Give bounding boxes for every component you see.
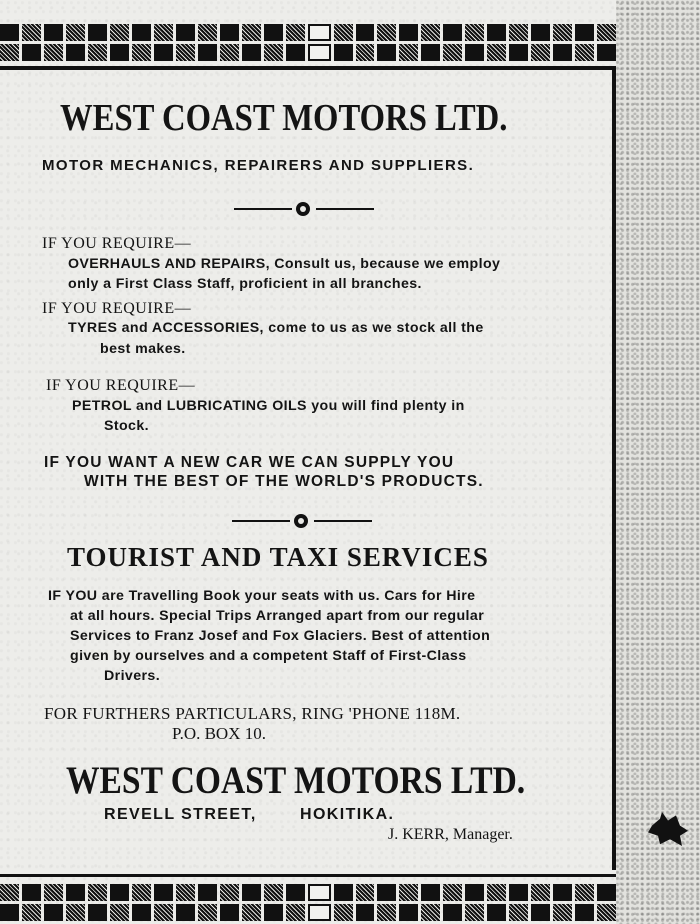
tourist-line-1: IF YOU are Travelling Book your seats with us. Cars for Hire	[48, 588, 476, 604]
right-rule	[612, 70, 616, 870]
ornament-divider-1	[234, 201, 374, 217]
petrol-line-1: PETROL and LUBRICATING OILS you will find plenty in	[72, 398, 465, 414]
new-car-line-1: IF YOU WANT A NEW CAR WE CAN SUPPLY YOU	[44, 454, 455, 471]
bottom-border-row-2	[0, 904, 616, 921]
overhauls-heading: IF YOU REQUIRE—	[42, 235, 192, 252]
ornament-knot-icon	[294, 514, 308, 528]
bottom-border-row-1	[0, 884, 616, 901]
ornament-divider-2	[232, 513, 372, 529]
footer-street: REVELL STREET,	[104, 806, 257, 823]
top-border-row-1	[0, 24, 616, 41]
company-subtitle: MOTOR MECHANICS, REPAIRERS AND SUPPLIERS.	[42, 157, 475, 174]
top-rule	[0, 66, 616, 70]
tyres-heading: IF YOU REQUIRE—	[42, 300, 192, 317]
tourist-line-5: Drivers.	[104, 668, 161, 684]
petrol-line-2: Stock.	[104, 418, 149, 434]
overhauls-line-1: OVERHAULS AND REPAIRS, Consult us, because we employ	[68, 256, 501, 272]
company-title: WEST COAST MOTORS LTD.	[60, 97, 508, 139]
tourist-line-3: Services to Franz Josef and Fox Glaciers. Best of attention	[70, 628, 491, 644]
ornament-knot-icon	[296, 202, 310, 216]
top-decorative-border	[0, 24, 616, 62]
petrol-heading: IF YOU REQUIRE—	[46, 377, 196, 394]
further-particulars: FOR FURTHERS PARTICULARS, RING 'PHONE 118M.	[44, 704, 461, 723]
bottom-decorative-border	[0, 884, 616, 922]
tyres-line-1: TYRES and ACCESSORIES, come to us as we stock all the	[68, 320, 484, 336]
tyres-line-2: best makes.	[100, 341, 186, 357]
footer-town: HOKITIKA.	[300, 806, 395, 823]
scan-edge-texture	[616, 0, 700, 924]
tourist-line-4: given by ourselves and a competent Staff of First-Class	[70, 648, 467, 664]
footer-company-title: WEST COAST MOTORS LTD.	[66, 759, 526, 802]
footer-manager: J. KERR, Manager.	[388, 826, 513, 843]
top-border-row-2	[0, 44, 616, 61]
bottom-rule	[0, 874, 616, 877]
tourist-line-2: at all hours. Special Trips Arranged apart from our regular	[70, 608, 485, 624]
overhauls-line-2: only a First Class Staff, proficient in all branches.	[68, 276, 422, 292]
new-car-line-2: WITH THE BEST OF THE WORLD'S PRODUCTS.	[84, 473, 484, 490]
po-box: P.O. BOX 10.	[172, 724, 266, 743]
tourist-heading: TOURIST AND TAXI SERVICES	[67, 542, 489, 572]
